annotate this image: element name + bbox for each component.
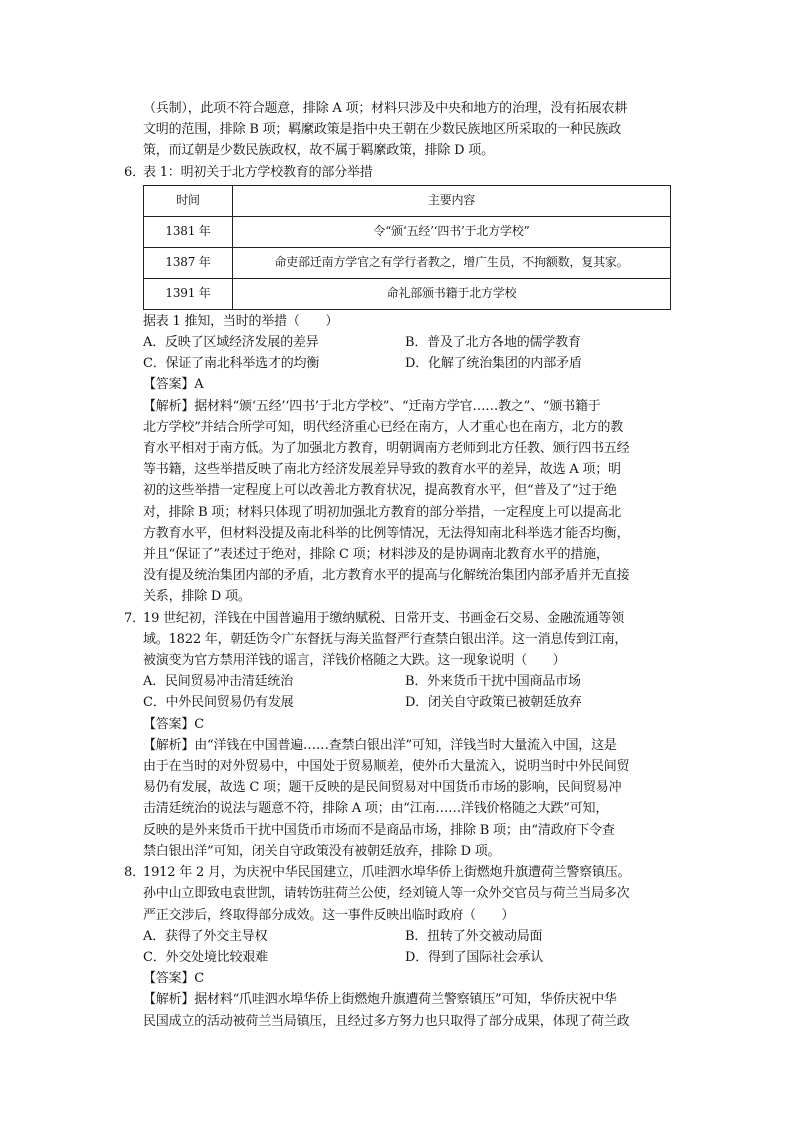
- table-header-cell: 时间: [144, 185, 233, 216]
- question-6: [124, 162, 690, 183]
- text-line: 禁白银出洋”可知，闭关自守政策没有被朝廷放弃，排除 D 项。: [143, 843, 501, 859]
- table-cell: 命吏部迁南方学官之有学行者教之，增广生员，不拘额数，复其家。: [233, 247, 671, 278]
- options-row: [143, 692, 690, 713]
- options-row: [143, 926, 690, 947]
- analysis: [124, 989, 690, 1031]
- text-line: 文明的范围，排除 B 项；羁縻政策是指中央王朝在少数民族地区所采取的一种民族政: [143, 122, 622, 138]
- table-row: [144, 247, 671, 278]
- text-line: 击清廷统治的说法与题意不符，排除 A 项；由“江南……洋钱价格随之大跌”可知，: [143, 801, 609, 817]
- question-stem: 据表 1 推知，当时的举措（ ）: [143, 313, 339, 329]
- option-d[interactable]: D．得到了国际社会承认: [405, 949, 544, 965]
- text-line: 对，排除 B 项；材料只体现了明初加强北方教育的部分举措，一定程度上可以提高北: [143, 504, 622, 520]
- text-line: 等书籍，这些举措反映了南北方经济发展差异导致的教育水平的差异，故选 A 项；明: [143, 462, 621, 478]
- question-8: [124, 862, 690, 926]
- options-row: [143, 353, 690, 374]
- question-stem-text: 1912 年 2 月，为庆祝中华民国建立，爪哇泗水埠华侨上街燃炮升旗遭荷兰警察镇压。: [143, 865, 631, 881]
- text-line: 民国成立的活动被荷兰当局镇压，且经过多方努力也只取得了部分成果，体现了荷兰政: [143, 1013, 630, 1029]
- text-line: 由于在当时的对外贸易中，中国处于贸易顺差，使外币大量流入，说明当时中外民间贸: [143, 759, 630, 775]
- question-stem: 孙中山立即致电袁世凯，请转饬驻荷兰公使，经刘镜人等一众外交官员与荷兰当局多次: [143, 886, 630, 902]
- answer-label: 【答案】C: [143, 716, 204, 732]
- question-stem: 域。1822 年，朝廷饬令广东督抚与海关监督严行查禁白银出洋。这一消息传到江南，: [143, 631, 628, 647]
- text-line: 育水平相对于南方低。为了加强北方教育，明朝调南方老师到北方任教、颁行四书五经: [143, 441, 630, 457]
- question-stem-text: 19 世纪初，洋钱在中国普遍用于缴纳赋税、日常开支、书画金石交易、金融流通等领: [143, 610, 624, 626]
- question-7: [124, 608, 690, 672]
- question-stem: 严正交涉后，终取得部分成效。这一事件反映出临时政府（ ）: [143, 907, 515, 923]
- option-b[interactable]: B．外来货币干扰中国商品市场: [405, 674, 581, 690]
- intro-analysis: [124, 98, 690, 162]
- option-d[interactable]: D．化解了统治集团的内部矛盾: [405, 356, 582, 372]
- text-line: （兵制），此项不符合题意，排除 A 项；材料只涉及中央和地方的治理，没有拓展农耕: [143, 101, 628, 116]
- question-number: 7．: [124, 610, 145, 626]
- option-b[interactable]: B．普及了北方各地的儒学教育: [405, 335, 581, 351]
- question-number: 6．: [124, 164, 145, 180]
- question-number: 8．: [124, 865, 145, 881]
- table-cell: 1381 年: [144, 216, 233, 247]
- analysis: [124, 735, 690, 862]
- text-line: 【解析】据材料“颁‘五经’‘四书’于北方学校”、“迁南方学官……教之”、“颁书籍于: [143, 398, 601, 414]
- table-cell: 1391 年: [144, 278, 233, 309]
- answer-label: 【答案】A: [143, 377, 204, 393]
- text-line: 并且“保证了”表述过于绝对，排除 C 项；材料涉及的是协调南北教育水平的措施，: [143, 547, 609, 563]
- question-stem: [124, 608, 690, 629]
- text-line: 反映的是外来货币干扰中国货币市场而不是商品市场，排除 B 项；由“清政府下令查: [143, 822, 615, 838]
- text-line: 【解析】由“洋钱在中国普遍……查禁白银出洋”可知，洋钱当时大量流入中国，这是: [143, 737, 617, 753]
- option-a[interactable]: A．民间贸易冲击清廷统治: [143, 674, 293, 690]
- option-c[interactable]: C．外交处境比较艰难: [143, 949, 268, 965]
- text-line: 没有提及统治集团内部的矛盾，北方教育水平的提高与化解统治集团内部矛盾并无直接: [143, 568, 630, 584]
- table-row: [144, 278, 671, 309]
- option-c[interactable]: C．保证了南北科举选才的均衡: [143, 356, 320, 372]
- question-title-text: 表 1：明初关于北方学校教育的部分举措: [143, 164, 373, 180]
- question-6-body: [124, 311, 690, 332]
- data-table: [143, 185, 671, 310]
- text-line: 策，而辽朝是少数民族政权，故不属于羁縻政策，排除 D 项。: [143, 143, 494, 159]
- table-cell: 命礼部颁书籍于北方学校: [233, 278, 671, 309]
- question-title: [124, 162, 690, 183]
- document-page: [124, 98, 690, 1032]
- text-line: 易仍有发展，故选 C 项；题干反映的是民间贸易对中国货币市场的影响，民间贸易冲: [143, 780, 622, 796]
- question-stem: [124, 862, 690, 883]
- options-row: [143, 671, 690, 692]
- question-stem: 被演变为官方禁用洋钱的谣言，洋钱价格随之大跌。这一现象说明（ ）: [143, 653, 566, 669]
- text-line: 初的这些举措一定程度上可以改善北方教育状况，提高教育水平，但“普及了”过于绝: [143, 483, 617, 499]
- options-row: [143, 947, 690, 968]
- table-cell: 1387 年: [144, 247, 233, 278]
- option-a[interactable]: A．反映了区域经济发展的差异: [143, 335, 319, 351]
- option-d[interactable]: D．闭关自守政策已被朝廷放弃: [405, 695, 582, 711]
- text-line: 方教育水平，但材料没提及南北科举的比例等情况，无法得知南北科举选才能否均衡，: [143, 525, 630, 541]
- text-line: 【解析】据材料“爪哇泗水埠华侨上街燃炮升旗遭荷兰警察镇压”可知，华侨庆祝中华: [143, 992, 617, 1008]
- option-b[interactable]: B．扭转了外交被动局面: [405, 928, 543, 944]
- answer-label: 【答案】C: [143, 971, 204, 987]
- options-row: [143, 332, 690, 353]
- table-header-row: [144, 185, 671, 216]
- option-c[interactable]: C．中外民间贸易仍有发展: [143, 695, 294, 711]
- text-line: 北方学校”并结合所学可知，明代经济重心已经在南方，人才重心也在南方，北方的教: [143, 419, 624, 435]
- table-header-cell: 主要内容: [233, 185, 671, 216]
- option-a[interactable]: A．获得了外交主导权: [143, 928, 268, 944]
- text-line: 关系，排除 D 项。: [143, 589, 251, 605]
- table-row: [144, 216, 671, 247]
- analysis: [124, 396, 690, 608]
- table-cell: 令“颁‘五经’‘四书’于北方学校”: [233, 216, 671, 247]
